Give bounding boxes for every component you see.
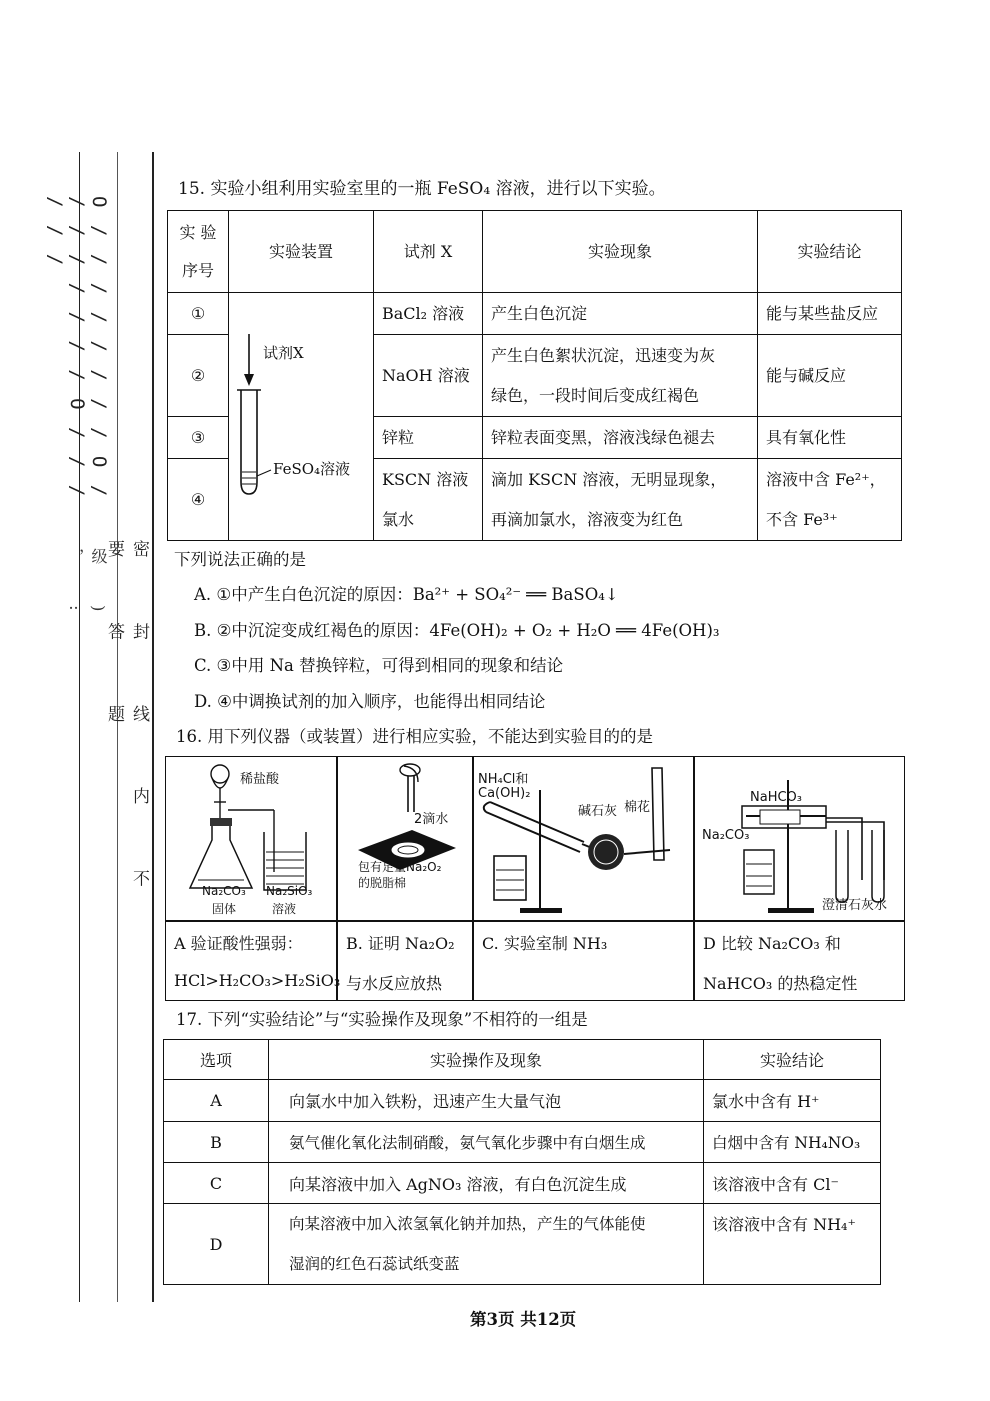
- q15-reagent-2: NaOH 溶液: [374, 335, 483, 417]
- q17-conclusion-a: 氯水中含有 H⁺: [704, 1080, 881, 1122]
- q15-conclusion-4: [758, 459, 902, 541]
- q15-reagent-3: 锌粒: [374, 417, 483, 459]
- q17-option-d: D: [164, 1204, 269, 1285]
- q15-conclusion-4-line2: 不含 Fe³⁺: [766, 509, 838, 529]
- q17-operation-d: [269, 1204, 704, 1285]
- q15-reagent-1: BaCl₂ 溶液: [374, 293, 483, 335]
- q15-header-phenomenon: 实验现象: [483, 211, 758, 293]
- q15-phenomenon-4: [483, 459, 758, 541]
- seal-line-text: 密 封 线 内 不 要 答 题: [104, 540, 149, 917]
- apparatus-label-reagent: 试剂X: [263, 344, 304, 362]
- apparatus-c-lime: 碱石灰: [578, 804, 618, 819]
- q15-conclusion-4-line1: 溶液中含 Fe²⁺，: [766, 469, 886, 489]
- q17-option-b: B: [164, 1122, 269, 1163]
- q16-caption-b-2: 与水反应放热: [346, 974, 443, 993]
- q16-caption-d-2: NaHCO₃ 的热稳定性: [703, 974, 858, 993]
- q15-reagent-4: [374, 459, 483, 541]
- q15-seq-2: ②: [168, 335, 229, 417]
- q15-option-a: A. ①中产生白色沉淀的原因：Ba²⁺ + SO₄²⁻ ══ BaSO₄↓: [194, 585, 619, 604]
- q17-header-conclusion: 实验结论: [704, 1040, 881, 1080]
- q16-caption-a-2: HCl>H₂CO₃>H₂SiO₃: [174, 971, 341, 990]
- apparatus-b-drawing: [338, 760, 471, 918]
- apparatus-a-left: Na₂CO₃: [202, 884, 246, 898]
- q17-operation-d-line1: 向某溶液中加入浓氢氧化钠并加热，产生的气体能使: [289, 1215, 646, 1233]
- apparatus-a-left2: 固体: [212, 902, 237, 916]
- q15-phenomenon-2-line1: 产生白色絮状沉淀，迅速变为灰: [491, 345, 716, 365]
- q15-reagent-4-line1: KSCN 溶液: [382, 469, 469, 489]
- q17-operation-b: 氨气催化氧化法制硝酸，氨气氧化步骤中有白烟生成: [269, 1122, 704, 1163]
- apparatus-c-cotton: 棉花: [624, 800, 651, 815]
- q17-conclusion-b: 白烟中含有 NH₄NO₃: [704, 1122, 881, 1163]
- q15-header-seq: [168, 211, 229, 293]
- q15-table: [167, 210, 902, 541]
- q16-caption-b-1: B. 证明 Na₂O₂: [346, 934, 455, 953]
- test-tube-diagram: [229, 294, 357, 540]
- q15-reagent-4-line2: 氯水: [382, 509, 415, 529]
- q16-caption-d-1: D 比较 Na₂CO₃ 和: [703, 934, 841, 953]
- q15-phenomenon-3: 锌粒表面变黑，溶液浅绿色褪去: [483, 417, 758, 459]
- q17-header-operation: 实验操作及现象: [269, 1040, 704, 1080]
- q17-operation-a: 向氯水中加入铁粉，迅速产生大量气泡: [269, 1080, 704, 1122]
- apparatus-b-cotton2: 的脱脂棉: [358, 876, 407, 890]
- apparatus-d-bottom: 澄清石灰水: [822, 898, 888, 913]
- q15-apparatus-cell: [229, 293, 374, 541]
- apparatus-c-reagents2: Ca(OH)₂: [478, 786, 531, 801]
- page-footer: 第3页 共12页: [470, 1310, 577, 1329]
- q17-option-a: A: [164, 1080, 269, 1122]
- q15-phenomenon-4-line2: 再滴加氯水，溶液变为红色: [491, 509, 684, 529]
- q17-stem: 17. 下列“实验结论”与“实验操作及现象”不相符的一组是: [176, 1010, 588, 1029]
- q15-header-conclusion: 实验结论: [758, 211, 902, 293]
- apparatus-c-reagents: NH₄Cl和: [478, 772, 529, 787]
- q15-seq-4: ④: [168, 459, 229, 541]
- q16-divider-3: [693, 756, 695, 1001]
- q15-header-reagent: 试剂 X: [374, 211, 483, 293]
- q16-divider-h: [165, 920, 905, 922]
- q17-header-option: 选项: [164, 1040, 269, 1080]
- q15-conclusion-1: 能与某些盐反应: [758, 293, 902, 335]
- class-fields: 级 ) ， :: [66, 548, 108, 630]
- q15-prompt: 下列说法正确的是: [174, 550, 306, 569]
- q15-option-c: C. ③中用 Na 替换锌粒，可得到相同的现象和结论: [194, 656, 564, 675]
- q15-conclusion-3: 具有氧化性: [758, 417, 902, 459]
- apparatus-b-cotton: 包有足量Na₂O₂: [358, 860, 442, 874]
- q15-header-seq-1: 实 验: [179, 222, 217, 242]
- apparatus-a-right2: 溶液: [272, 902, 297, 916]
- apparatus-b-water: 2滴水: [414, 812, 449, 827]
- apparatus-label-solution: FeSO₄溶液: [273, 460, 351, 478]
- q15-seq-1: ①: [168, 293, 229, 335]
- binding-line-right: [152, 152, 154, 1302]
- q17-operation-c: 向某溶液中加入 AgNO₃ 溶液，有白色沉淀生成: [269, 1163, 704, 1204]
- q15-phenomenon-1: 产生白色沉淀: [483, 293, 758, 335]
- binding-marks: O / / / / / / / / O / / / / / / / / O / / / / / /: [44, 196, 110, 500]
- q15-header-seq-2: 序号: [181, 260, 214, 280]
- q15-seq-3: ③: [168, 417, 229, 459]
- q15-phenomenon-2: [483, 335, 758, 417]
- q15-option-b: B. ②中沉淀变成红褐色的原因：4Fe(OH)₂ + O₂ + H₂O ══ 4Fe(OH)₃: [194, 621, 720, 640]
- q15-header-apparatus: 实验装置: [229, 211, 374, 293]
- apparatus-a-right: Na₂SiO₃: [266, 884, 313, 898]
- q16-caption-c-1: C. 实验室制 NH₃: [482, 934, 608, 953]
- q15-conclusion-2: 能与碱反应: [758, 335, 902, 417]
- q17-operation-d-line2: 湿润的红色石蕊试纸变蓝: [289, 1255, 460, 1273]
- apparatus-d-left: Na₂CO₃: [702, 828, 750, 843]
- q17-option-c: C: [164, 1163, 269, 1204]
- q16-caption-a-1: A 验证酸性强弱：: [174, 934, 303, 953]
- q15-phenomenon-2-line2: 绿色，一段时间后变成红褐色: [491, 385, 700, 405]
- q16-stem: 16. 用下列仪器（或装置）进行相应实验，不能达到实验目的的是: [176, 727, 653, 746]
- q15-option-d: D. ④中调换试剂的加入顺序，也能得出相同结论: [194, 692, 546, 711]
- apparatus-a-acid: 稀盐酸: [240, 772, 280, 787]
- q17-conclusion-d: 该溶液中含有 NH₄⁺: [704, 1204, 881, 1285]
- q17-table: [163, 1039, 881, 1285]
- apparatus-d-top: NaHCO₃: [750, 790, 802, 805]
- q17-conclusion-c: 该溶液中含有 Cl⁻: [704, 1163, 881, 1204]
- q15-stem: 15. 实验小组利用实验室里的一瓶 FeSO₄ 溶液，进行以下实验。: [178, 179, 666, 199]
- q15-phenomenon-4-line1: 滴加 KSCN 溶液，无明显现象，: [491, 469, 727, 489]
